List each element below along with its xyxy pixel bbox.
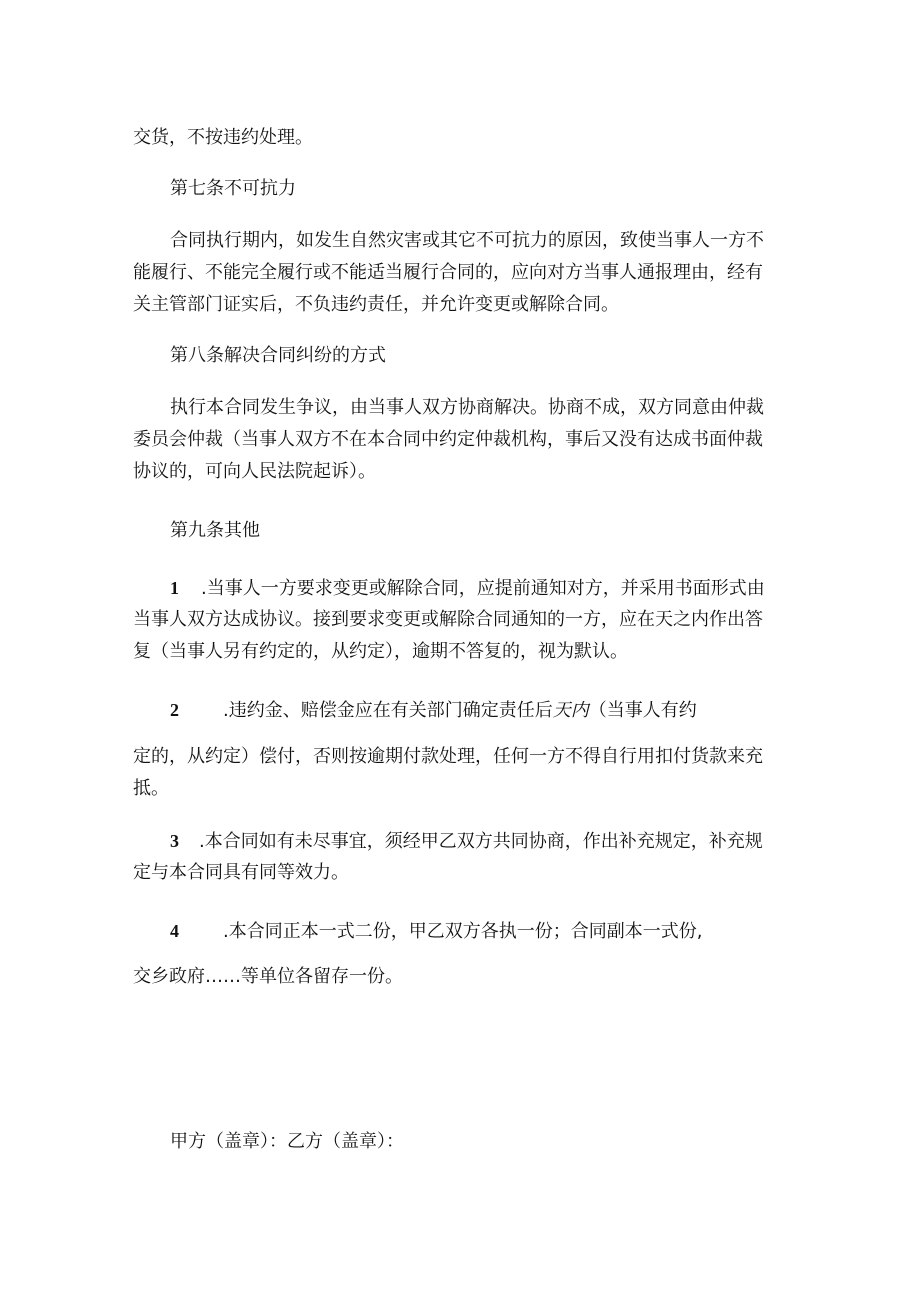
item2-line-1 bbox=[170, 699, 697, 722]
item1-line-1 bbox=[170, 577, 765, 600]
article7-line-1: 合同执行期内，如发生自然灾害或其它不可抗力的原因，致使当事人一方不 bbox=[170, 230, 764, 251]
item1-text-1: .当事人一方要求变更或解除合同，应提前通知对方，并采用书面形式由 bbox=[201, 578, 765, 599]
signature-line: 甲方（盖章）：乙方（盖章）： bbox=[170, 1131, 404, 1152]
article7-title: 第七条不可抗力 bbox=[170, 178, 296, 199]
article8-line-1: 执行本合同发生争议，由当事人双方协商解决。协商不成，双方同意由仲裁 bbox=[170, 397, 764, 418]
item1-number: 1 bbox=[170, 578, 179, 598]
item3-text-1: .本合同如有未尽事宜，须经甲乙双方共同协商，作出补充规定，补充规 bbox=[199, 831, 763, 852]
article8-line-3: 协议的，可向人民法院起诉）。 bbox=[133, 461, 376, 482]
item4-text-1: .本合同正本一式二份，甲乙双方各执一份；合同副本一式份, bbox=[223, 921, 703, 942]
item4-line-2: 交乡政府……等单位各留存一份。 bbox=[133, 966, 403, 987]
item2-line-2: 定的，从约定）偿付，否则按逾期付款处理，任何一方不得自行用扣付货款来充 bbox=[133, 746, 763, 767]
item3-number: 3 bbox=[170, 831, 179, 851]
article9-title: 第九条其他 bbox=[170, 520, 260, 541]
item2-text-1a: .违约金、赔偿金应在有关部门确定责任后 bbox=[223, 700, 553, 721]
item2-text-1b: 天内 bbox=[552, 700, 589, 721]
item2-text-1c: （当事人有约 bbox=[588, 700, 697, 721]
item1-line-2: 当事人双方达成协议。接到要求变更或解除合同通知的一方，应在天之内作出答 bbox=[133, 609, 763, 630]
article7-line-3: 关主管部门证实后，不负违约责任，并允许变更或解除合同。 bbox=[133, 294, 619, 315]
article8-title: 第八条解决合同纠纷的方式 bbox=[170, 345, 386, 366]
item3-line-2: 定与本合同具有同等效力。 bbox=[133, 862, 349, 883]
item1-line-3: 复（当事人另有约定的，从约定），逾期不答复的，视为默认。 bbox=[133, 641, 628, 662]
article8-line-2: 委员会仲裁（当事人双方不在本合同中约定仲裁机构，事后又没有达成书面仲裁 bbox=[133, 429, 763, 450]
article7-line-2: 能履行、不能完全履行或不能适当履行合同的，应向对方当事人通报理由，经有 bbox=[133, 262, 763, 283]
intro-tail-text: 交货，不按违约处理。 bbox=[133, 127, 313, 148]
item4-line-1 bbox=[170, 920, 702, 943]
item3-line-1 bbox=[170, 830, 763, 853]
item2-line-3: 抵。 bbox=[133, 778, 169, 799]
item2-number: 2 bbox=[170, 700, 179, 720]
item4-number: 4 bbox=[170, 921, 179, 941]
